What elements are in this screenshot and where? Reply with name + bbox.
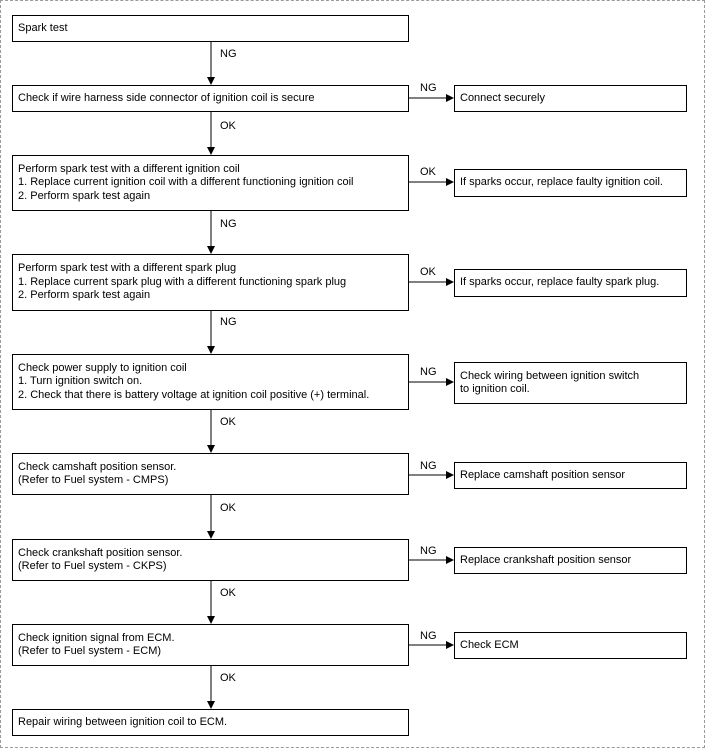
step-5-next-label: OK <box>220 416 236 428</box>
step-4-next-label: NG <box>220 316 237 328</box>
step-7-branch-label: NG <box>420 545 437 557</box>
step-5-line-1: Check power supply to ignition coil <box>18 361 187 374</box>
step-2-line-1: Check if wire harness side connector of ignition coil is secure <box>18 91 315 104</box>
step-4-line-3: 2. Perform spark test again <box>18 289 151 302</box>
step-1-box <box>12 15 409 42</box>
step-6-line-1: Check camshaft position sensor. <box>18 460 177 473</box>
step-5-branch-box <box>454 362 687 404</box>
step-8-branch-label: NG <box>420 630 437 642</box>
step-7-next-label: OK <box>220 587 236 599</box>
step-7-branch-line-1: Replace crankshaft position sensor <box>460 553 632 566</box>
step-5-box <box>12 354 409 410</box>
step-7-line-1: Check crankshaft position sensor. <box>18 546 183 559</box>
step-6-box <box>12 453 409 495</box>
step-7-branch-box <box>454 547 687 574</box>
step-8-next-label: OK <box>220 672 236 684</box>
step-4-box <box>12 254 409 311</box>
step-5-branch-line-2: to ignition coil. <box>460 383 530 395</box>
step-3-branch-label: OK <box>420 166 436 178</box>
step-6-branch-line-1: Replace camshaft position sensor <box>460 468 626 481</box>
step-6-line-2: (Refer to Fuel system - CMPS) <box>18 474 169 486</box>
step-4-branch-line-1: If sparks occur, replace faulty spark plug. <box>460 276 660 289</box>
step-4-line-2: 1. Replace current spark plug with a different functioning spark plug <box>18 275 347 288</box>
step-3-branch-box <box>454 169 687 197</box>
step-6-branch-box <box>454 462 687 489</box>
step-7-box <box>12 539 409 581</box>
step-1-line-1: Spark test <box>18 21 68 34</box>
step-8-line-2: (Refer to Fuel system - ECM) <box>18 645 162 657</box>
step-5-branch-line-1: Check wiring between ignition switch <box>460 369 640 382</box>
step-9-box <box>12 709 409 736</box>
step-5-line-3: 2. Check that there is battery voltage at ignition coil positive (+) terminal. <box>18 388 370 401</box>
step-2-branch-line-1: Connect securely <box>460 91 545 104</box>
step-4-branch-label: OK <box>420 266 436 278</box>
step-2-branch-box <box>454 85 687 112</box>
step-9-line-1: Repair wiring between ignition coil to ECM. <box>18 715 228 728</box>
step-3-line-1: Perform spark test with a different ignition coil <box>18 162 240 175</box>
step-8-branch-box <box>454 632 687 659</box>
step-4-branch-box <box>454 269 687 297</box>
step-8-line-1: Check ignition signal from ECM. <box>18 631 175 644</box>
step-2-box <box>12 85 409 112</box>
step-6-next-label: OK <box>220 502 236 514</box>
step-8-branch-line-1: Check ECM <box>460 638 519 651</box>
step-8-box <box>12 624 409 666</box>
step-2-branch-label: NG <box>420 82 437 94</box>
step-4-line-1: Perform spark test with a different spark plug <box>18 262 237 275</box>
step-3-box <box>12 155 409 211</box>
step-5-line-2: 1. Turn ignition switch on. <box>18 375 143 388</box>
step-3-line-2: 1. Replace current ignition coil with a different functioning ignition coil <box>18 176 354 189</box>
step-3-next-label: NG <box>220 218 237 230</box>
step-2-next-label: OK <box>220 120 236 132</box>
step-3-branch-line-1: If sparks occur, replace faulty ignition coil. <box>460 176 663 189</box>
step-6-branch-label: NG <box>420 460 437 472</box>
step-5-branch-label: NG <box>420 366 437 378</box>
step-7-line-2: (Refer to Fuel system - CKPS) <box>18 560 167 572</box>
step-1-next-label: NG <box>220 48 237 60</box>
step-3-line-3: 2. Perform spark test again <box>18 189 151 202</box>
